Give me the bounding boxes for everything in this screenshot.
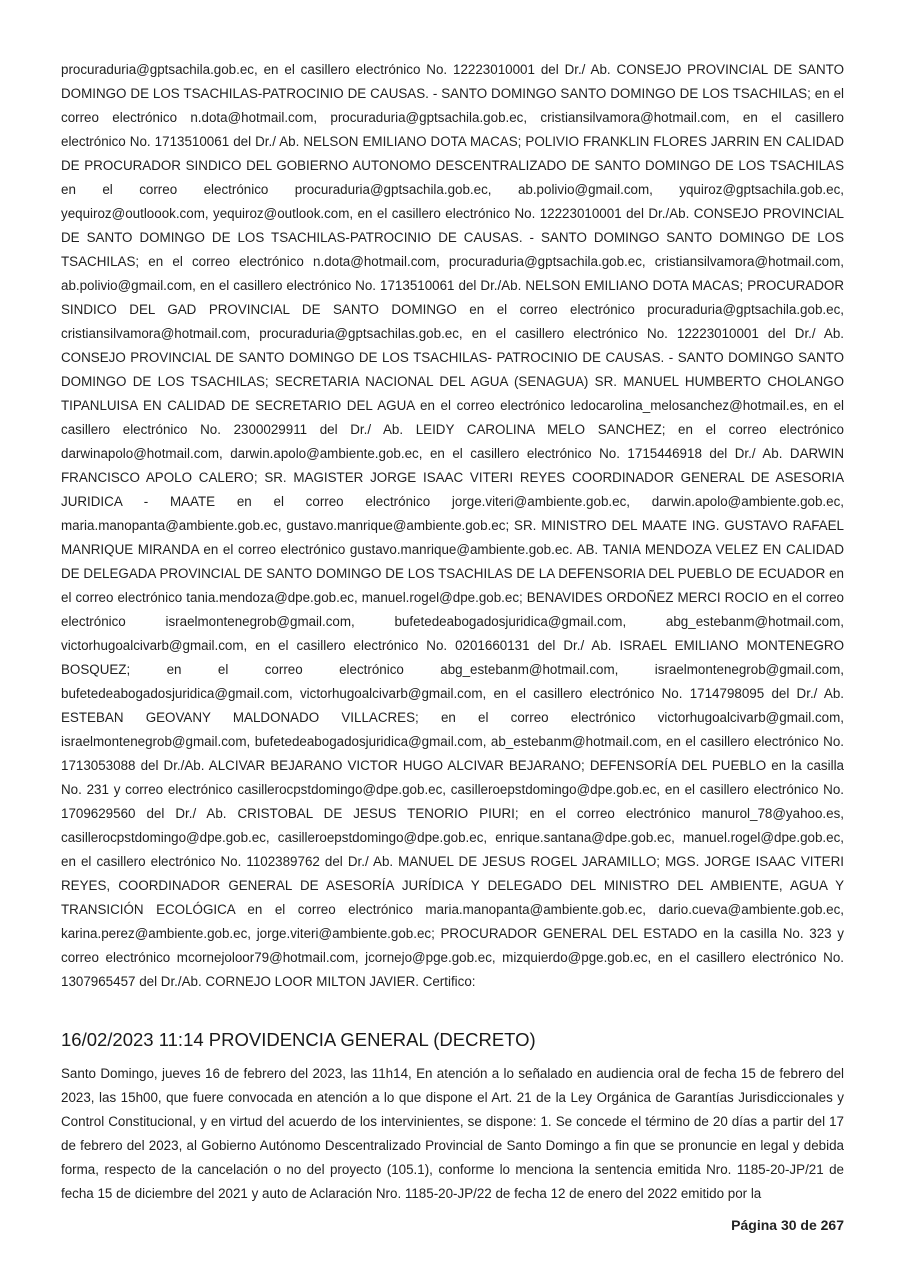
section-heading: 16/02/2023 11:14 PROVIDENCIA GENERAL (DECRETO) — [61, 1029, 536, 1050]
page-number: Página 30 de 267 — [731, 1217, 844, 1233]
providence-paragraph: Santo Domingo, jueves 16 de febrero del 2023, las 11h14, En atención a lo señalado en audiencia oral de fecha 15 de febrero del 2023, las 15h00, que fuere convocada en atención a lo que dispone el Art. 21 de la Ley Orgánica de Garantías Jurisdiccionales y Control Constitucional, y en virtud del acuerdo de los intervinientes, se dispone: 1. Se concede el término de 20 días a partir del 17 de febrero del 2023, al Gobierno Autónomo Descentralizado Provincial de Santo Domingo a fin que se pronuncie en legal y debida forma, respecto de la cancelación o no del proyecto (105.1), conforme lo menciona la sentencia emitida Nro. 1185-20-JP/21 de fecha 15 de diciembre del 2021 y auto de Aclaración Nro. 1185-20-JP/22 de fecha 12 de enero del 2022 emitido por la — [61, 1066, 844, 1201]
notification-paragraph: procuraduria@gptsachila.gob.ec, en el casillero electrónico No. 12223010001 del Dr./ Ab. CONSEJO PROVINCIAL DE SANTO DOMINGO DE LOS TSACHILAS-PATROCINIO DE CAUSAS. - SANTO DOMINGO SANTO DOMINGO DE LOS TSACHILAS; en el correo electrónico n.dota@hotmail.com, procuraduria@gptsachila.gob.ec, cristiansilvamora@hotmail.com, en el casillero electrónico No. 1713510061 del Dr./ Ab. NELSON EMILIANO DOTA MACAS; POLIVIO FRANKLIN FLORES JARRIN EN CALIDAD DE PROCURADOR SINDICO DEL GOBIERNO AUTONOMO DESCENTRALIZADO DE SANTO DOMINGO DE LOS TSACHILAS en el correo electrónico procuraduria@gptsachila.gob.ec, ab.polivio@gmail.com, yquiroz@gptsachila.gob.ec, yequiroz@outloook.com, yequiroz@outlook.com, en el casillero electrónico No. 12223010001 del Dr./Ab. CONSEJO PROVINCIAL DE SANTO DOMINGO DE LOS TSACHILAS-PATROCINIO DE CAUSAS. - SANTO DOMINGO SANTO DOMINGO DE LOS TSACHILAS; en el correo electrónico n.dota@hotmail.com, procuraduria@gptsachila.gob.ec, cristiansilvamora@hotmail.com, ab.polivio@gmail.com, en el casillero electrónico No. 1713510061 del Dr./Ab. NELSON EMILIANO DOTA MACAS; PROCURADOR SINDICO DEL GAD PROVINCIAL DE SANTO DOMINGO en el correo electrónico procuraduria@gptsachila.gob.ec, cristiansilvamora@hotmail.com, procuraduria@gptsachilas.gob.ec, en el casillero electrónico No. 12223010001 del Dr./ Ab. CONSEJO PROVINCIAL DE SANTO DOMINGO DE LOS TSACHILAS- PATROCINIO DE CAUSAS. - SANTO DOMINGO SANTO DOMINGO DE LOS TSACHILAS; SECRETARIA NACIONAL DEL AGUA (SENAGUA) SR. MANUEL HUMBERTO CHOLANGO TIPANLUISA EN CALIDAD DE SECRETARIO DEL AGUA en el correo electrónico ledocarolina_melosanchez@hotmail.es, en el casillero electrónico No. 2300029911 del Dr./ Ab. LEIDY CAROLINA MELO SANCHEZ; en el correo electrónico darwinapolo@hotmail.com, darwin.apolo@ambiente.gob.ec, en el casillero electrónico No. 1715446918 del Dr./ Ab. DARWIN FRANCISCO APOLO CALERO; SR. MAGISTER JORGE ISAAC VITERI REYES COORDINADOR GENERAL DE ASESORIA JURIDICA - MAATE en el correo electrónico jorge.viteri@ambiente.gob.ec, darwin.apolo@ambiente.gob.ec, maria.manopanta@ambiente.gob.ec, gustavo.manrique@ambiente.gob.ec; SR. MINISTRO DEL MAATE ING. GUSTAVO RAFAEL MANRIQUE MIRANDA en el correo electrónico gustavo.manrique@ambiente.gob.ec. AB. TANIA MENDOZA VELEZ EN CALIDAD DE DELEGADA PROVINCIAL DE SANTO DOMINGO DE LOS TSACHILAS DE LA DEFENSORIA DEL PUEBLO DE ECUADOR en el correo electrónico tania.mendoza@dpe.gob.ec, manuel.rogel@dpe.gob.ec; BENAVIDES ORDOÑEZ MERCI ROCIO en el correo electrónico israelmontenegrob@gmail.com, bufetedeabogadosjuridica@gmail.com, abg_estebanm@hotmail.com, victorhugoalcivarb@gmail.com, en el casillero electrónico No. 0201660131 del Dr./ Ab. ISRAEL EMILIANO MONTENEGRO BOSQUEZ; en el correo electrónico abg_estebanm@hotmail.com, israelmontenegrob@gmail.com, bufetedeabogadosjuridica@gmail.com, victorhugoalcivarb@gmail.com, en el casillero electrónico No. 1714798095 del Dr./ Ab. ESTEBAN GEOVANY MALDONADO VILLACRES; en el correo electrónico victorhugoalcivarb@gmail.com, israelmontenegrob@gmail.com, bufetedeabogadosjuridica@gmail.com, ab_estebanm@hotmail.com, en el casillero electrónico No. 1713053088 del Dr./Ab. ALCIVAR BEJARANO VICTOR HUGO ALCIVAR BEJARANO; DEFENSORÍA DEL PUEBLO en la casilla No. 231 y correo electrónico casillerocpstdomingo@dpe.gob.ec, casilleroepstdomingo@dpe.gob.ec, en el casillero electrónico No. 1709629560 del Dr./ Ab. CRISTOBAL DE JESUS TENORIO PIURI; en el correo electrónico manurol_78@yahoo.es, casillerocpstdomingo@dpe.gob.ec, casilleroepstdomingo@dpe.gob.ec, enrique.santana@dpe.gob.ec, manuel.rogel@dpe.gob.ec, en el casillero electrónico No. 1102389762 del Dr./ Ab. MANUEL DE JESUS ROGEL JARAMILLO; MGS. JORGE ISAAC VITERI REYES, COORDINADOR GENERAL DE ASESORÍA JURÍDICA Y DELEGADO DEL MINISTRO DEL AMBIENTE, AGUA Y TRANSICIÓN ECOLÓGICA en el correo electrónico maria.manopanta@ambiente.gob.ec, dario.cueva@ambiente.gob.ec, karina.perez@ambiente.gob.ec, jorge.viteri@ambiente.gob.ec; PROCURADOR GENERAL DEL ESTADO en la casilla No. 323 y correo electrónico mcornejoloor79@hotmail.com, jcornejo@pge.gob.ec, mizquierdo@pge.gob.ec, en el casillero electrónico No. 1307965457 del Dr./Ab. CORNEJO LOOR MILTON JAVIER. Certifico: — [61, 62, 844, 989]
